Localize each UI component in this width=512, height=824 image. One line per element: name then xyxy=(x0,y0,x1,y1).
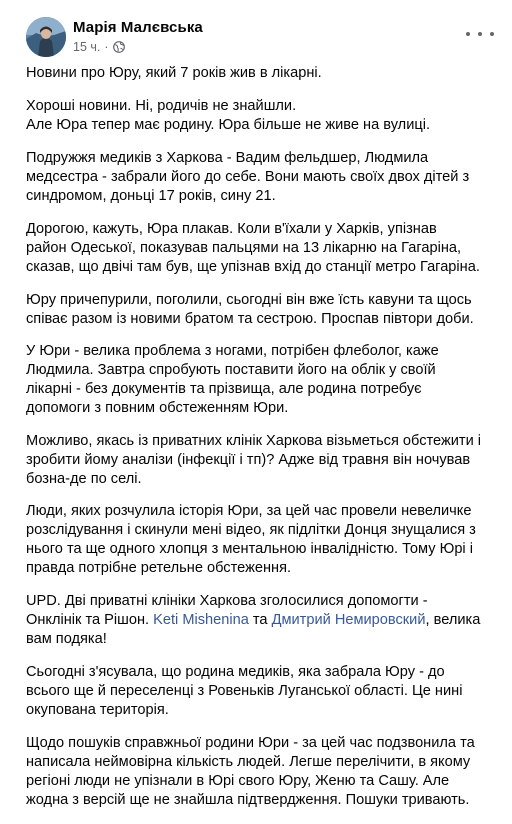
more-dot xyxy=(466,32,470,36)
text-line: всього ще й переселенці з Ровеньків Луганської області. Це нині xyxy=(26,683,463,699)
mention-link-dmitriy[interactable]: Дмитрий Немировский xyxy=(271,612,426,628)
more-options-icon[interactable] xyxy=(466,25,494,43)
text-line: нього та ще одного хлопця з ментальною інвалідністю. Тому Юрі і xyxy=(26,541,473,557)
paragraph-2 xyxy=(26,97,508,135)
paragraph-7 xyxy=(26,432,508,489)
post-body xyxy=(26,64,508,824)
text-line: бозна-де по селі. xyxy=(26,471,142,487)
text-line: Дорогою, кажуть, Юра плакав. Коли в'їхали у Харків, упізнав xyxy=(26,221,437,237)
mention-link-keti[interactable]: Keti Mishenina xyxy=(153,612,249,628)
paragraph-8 xyxy=(26,502,508,578)
paragraph-11 xyxy=(26,734,508,810)
globe-icon[interactable] xyxy=(113,41,125,53)
author-name[interactable]: Марія Малєвська xyxy=(73,19,203,36)
text-line: Сьогодні з'ясувала, що родина медиків, яка забрала Юру - до xyxy=(26,664,445,680)
text-line: жодна з версій ще не знайшла підтвердження. Пошуки тривають. xyxy=(26,792,470,808)
text-line: окупована територія. xyxy=(26,702,169,718)
paragraph-1 xyxy=(26,64,508,83)
text-line: медсестра - забрали його до себе. Вони мають своїх двох дітей з xyxy=(26,169,470,185)
paragraph-4 xyxy=(26,220,508,277)
text-line: синдромом, доньці 17 років, сину 21. xyxy=(26,188,276,204)
more-dot xyxy=(478,32,482,36)
text-line: Подружжя медиків з Харкова - Вадим фельдшер, Людмила xyxy=(26,150,429,166)
text-line: співає разом із новими братом та сестрою. Проспав півтори доби. xyxy=(26,311,474,327)
more-dot xyxy=(490,32,494,36)
text-line: Людмила. Завтра спробують поставити його на облік у своїй xyxy=(26,362,436,378)
text-line: сказав, що двічі там був, ще упізнав вхід до станції метро Гагаріна. xyxy=(26,259,480,275)
text-line: лікарні - без документів та прізвища, але родина потребує xyxy=(26,381,422,397)
text-line: правда потрібне ретельне обстеження. xyxy=(26,560,292,576)
text-line: UPD. Дві приватні клініки Харкова зголосилися допомогти - xyxy=(26,593,428,609)
text-line: Можливо, якась із приватних клінік Харкова візьметься обстежити і xyxy=(26,433,482,449)
text-line: написала неймовірна кількість людей. Легше перелічити, в якому xyxy=(26,754,471,770)
text-span: Онклінік та Рішон. xyxy=(26,612,154,628)
text-line: район Одеської, показував пальцями на 13 лікарню на Гагаріна, xyxy=(26,240,462,256)
meta-separator: · xyxy=(104,40,109,54)
paragraph-5 xyxy=(26,291,508,329)
text-span: та xyxy=(248,612,272,628)
text-line: регіоні люди не упізнали в Юрі свого Юру, Женю та Сашу. Але xyxy=(26,773,450,789)
paragraph-10 xyxy=(26,663,508,720)
text-line: Новини про Юру, який 7 років жив в лікарні. xyxy=(26,65,322,81)
post-timestamp[interactable]: 15 ч. xyxy=(73,40,101,54)
text-line: Люди, яких розчулила історія Юри, за цей час провели невеличке xyxy=(26,503,472,519)
text-line: Але Юра тепер має родину. Юра більше не живе на вулиці. xyxy=(26,117,431,133)
text-line xyxy=(26,611,508,630)
text-line: Юру причепурили, поголили, сьогодні він вже їсть кавуни та щось xyxy=(26,292,472,308)
text-line: розслідування і скинули мені відео, як підлітки Донця знущалися з xyxy=(26,522,476,538)
text-line: Хороші новини. Ні, родичів не знайшли. xyxy=(26,98,297,114)
paragraph-3 xyxy=(26,149,508,206)
text-line: Щодо пошуків справжньої родини Юри - за цей час подзвонила та xyxy=(26,735,475,751)
text-line: допомоги з повним обстеженням Юри. xyxy=(26,400,289,416)
author-avatar[interactable] xyxy=(26,17,66,57)
text-span: , велика xyxy=(425,612,481,628)
post-meta xyxy=(73,40,125,54)
post-header xyxy=(26,13,496,63)
text-line: У Юри - велика проблема з ногами, потрібен флеболог, каже xyxy=(26,343,439,359)
paragraph-9 xyxy=(26,592,508,649)
text-line: вам подяка! xyxy=(26,631,107,647)
paragraph-6 xyxy=(26,342,508,418)
text-line: зробити йому аналізи (інфекції і тп)? Адже від травня він ночував xyxy=(26,452,471,468)
